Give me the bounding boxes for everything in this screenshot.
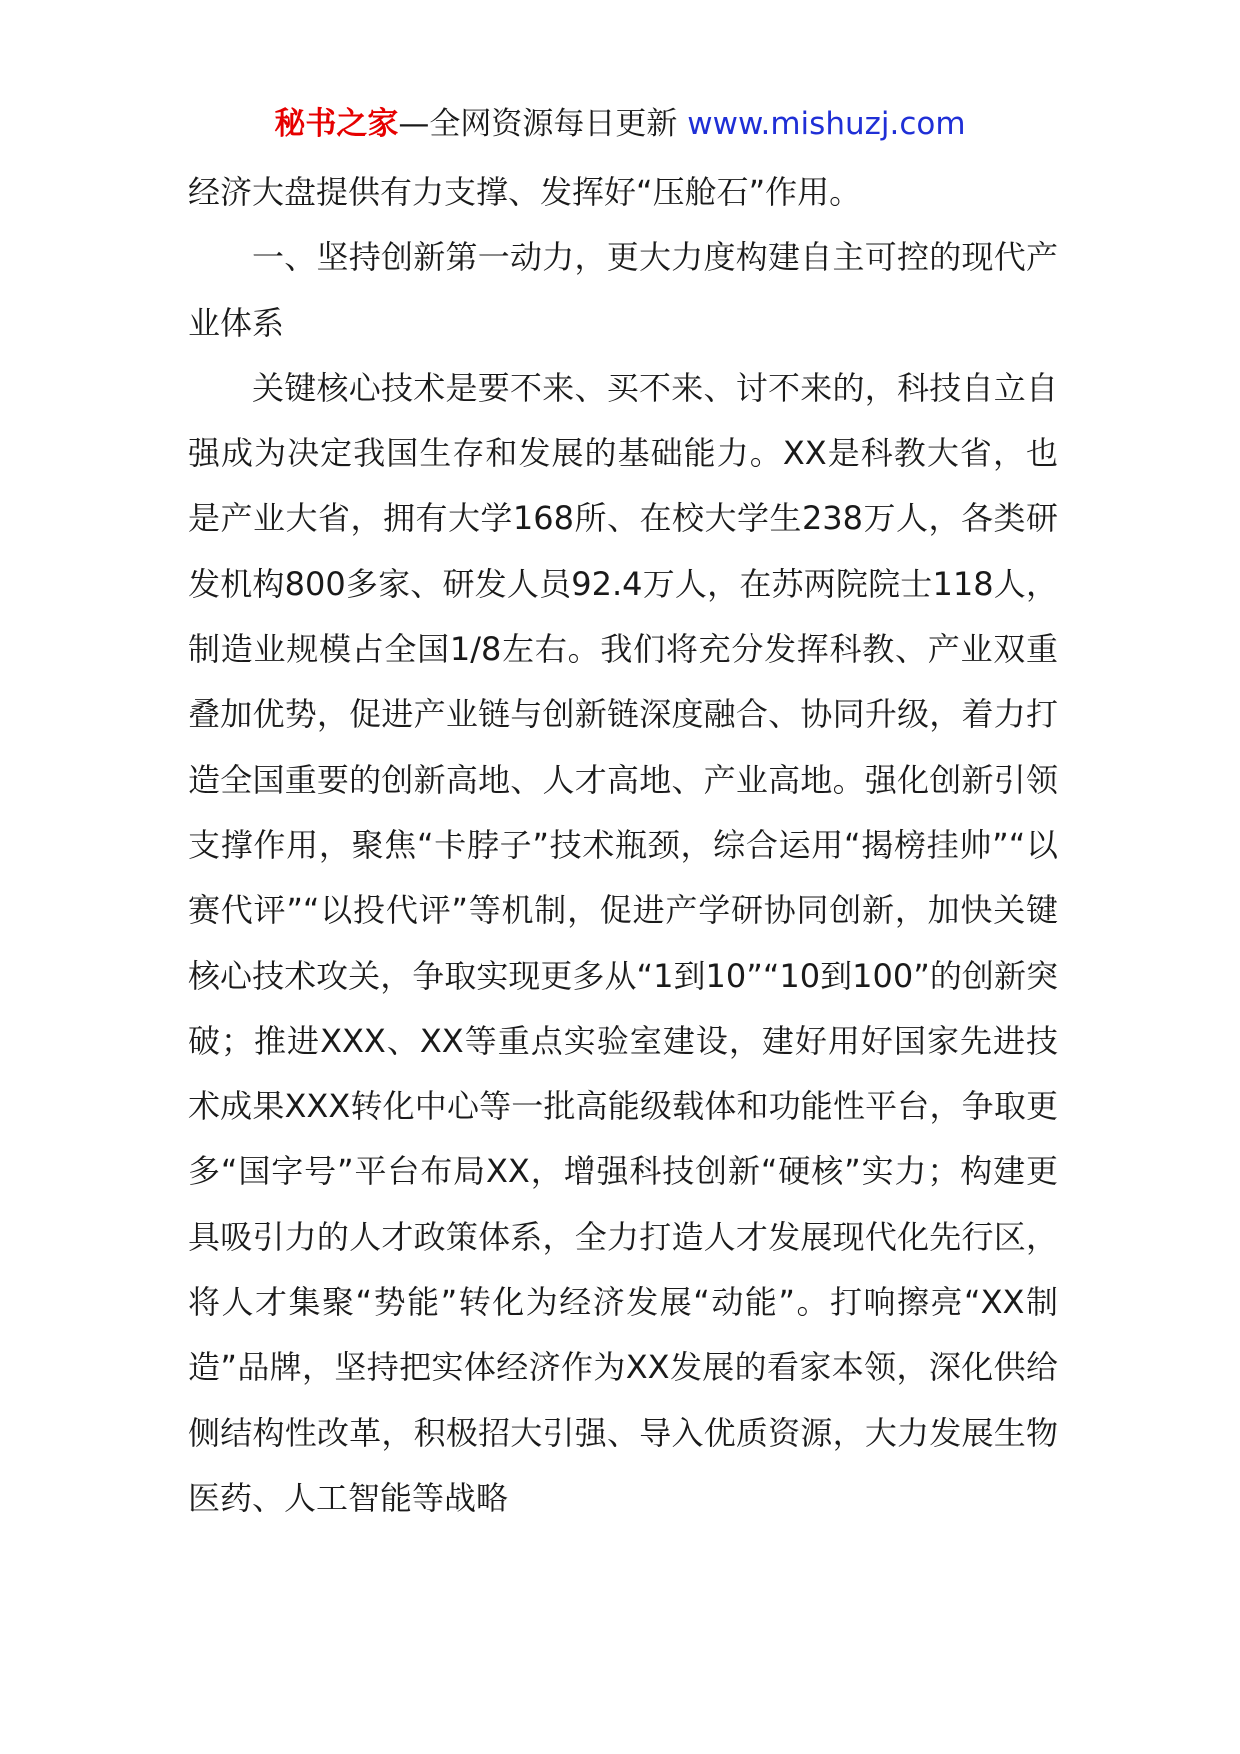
watermark-header: [0, 104, 1240, 144]
document-body: [188, 160, 1058, 1531]
watermark-url[interactable]: www.mishuzj.com: [687, 106, 966, 142]
watermark-slogan: —全网资源每日更新: [398, 106, 688, 142]
paragraph-body: 关键核心技术是要不来、买不来、讨不来的，科技自立自强成为决定我国生存和发展的基础能力。XX是科教大省，也是产业大省，拥有大学168所、在校大学生238万人，各类研发机构800多家、研发人员92.4万人，在苏两院院士118人，制造业规模占全国1/8左右。我们将充分发挥科教、产业双重叠加优势，促进产业链与创新链深度融合、协同升级，着力打造全国重要的创新高地、人才高地、产业高地。强化创新引领支撑作用，聚焦“卡脖子”技术瓶颈，综合运用“揭榜挂帅”“以赛代评”“以投代评”等机制，促进产学研协同创新，加快关键核心技术攻关，争取实现更多从“1到10”“10到100”的创新突破；推进XXX、XX等重点实验室建设，建好用好国家先进技术成果XXX转化中心等一批高能级载体和功能性平台，争取更多“国字号”平台布局XX，增强科技创新“硬核”实力；构建更具吸引力的人才政策体系，全力打造人才发展现代化先行区，将人才集聚“势能”转化为经济发展“动能”。打响擦亮“XX制造”品牌，坚持把实体经济作为XX发展的看家本领，深化供给侧结构性改革，积极招大引强、导入优质资源，大力发展生物医药、人工智能等战略: [188, 368, 1058, 1517]
watermark-brand: 秘书之家: [274, 106, 399, 142]
section-heading: 一、坚持创新第一动力，更大力度构建自主可控的现代产业体系: [188, 238, 1058, 342]
paragraph-continuation: 经济大盘提供有力支撑、发挥好“压舱石”作用。: [188, 173, 862, 211]
